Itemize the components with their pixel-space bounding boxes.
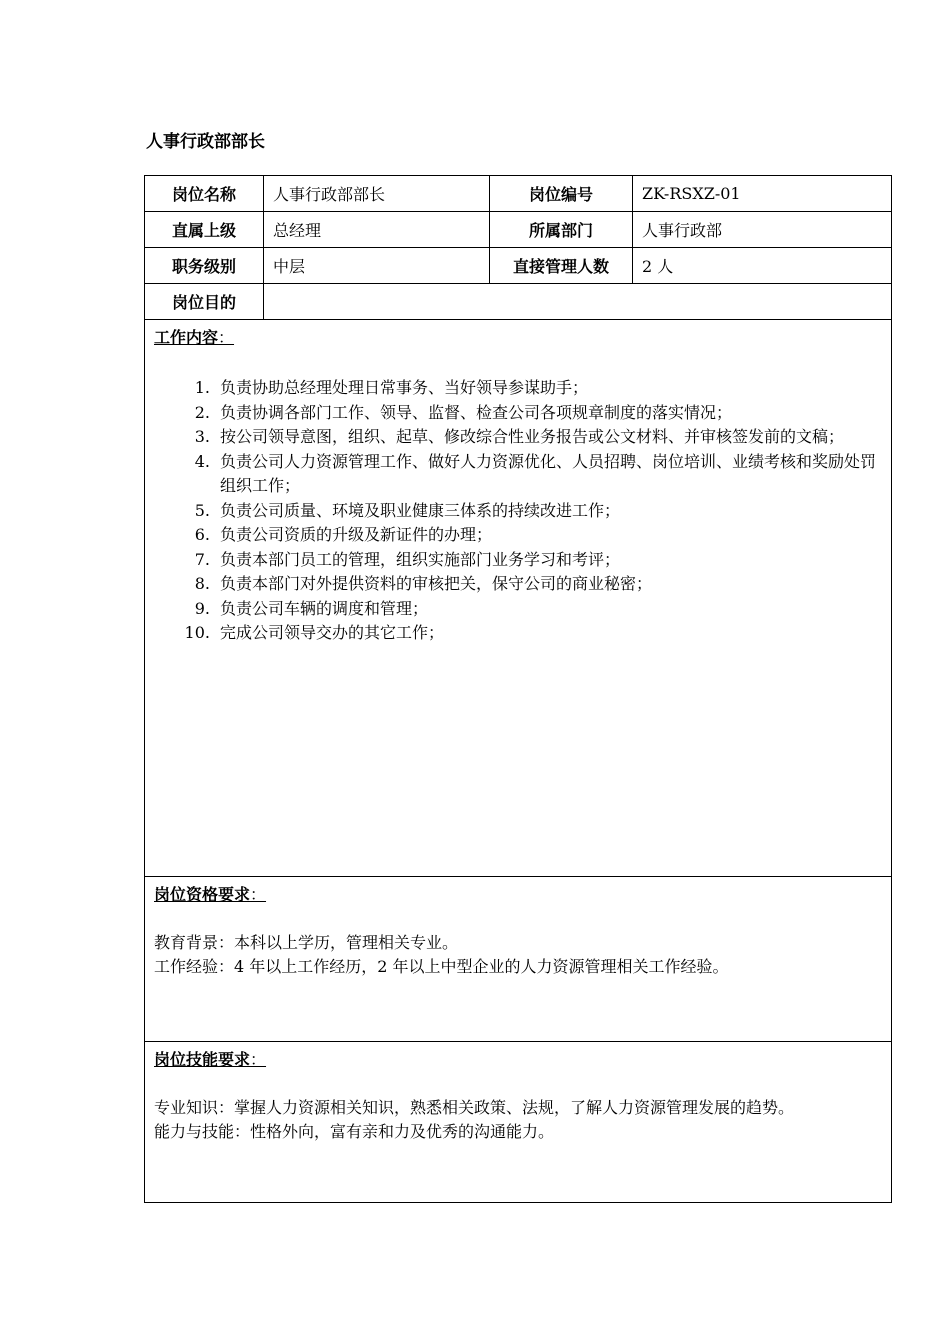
item-number: 8. (194, 574, 210, 593)
list-item (154, 499, 882, 524)
qualifications-title: 岗位资格要求 (154, 885, 251, 904)
experience-text: 工作经验：4 年以上工作经历，2 年以上中型企业的人力资源管理相关工作经验。 (154, 957, 729, 976)
item-text: 负责公司资质的升级及新证件的办理； (220, 525, 493, 544)
list-item (154, 621, 882, 646)
purpose-value (264, 284, 892, 320)
item-number: 4. (194, 451, 210, 471)
work-content-heading (154, 326, 882, 350)
position-name-label: 岗位名称 (145, 176, 264, 212)
work-content-colon: ： (218, 328, 235, 347)
skills-title: 岗位技能要求 (154, 1050, 251, 1069)
knowledge-text: 专业知识：掌握人力资源相关知识，熟悉相关政策、法规，了解人力资源管理发展的趋势。 (154, 1098, 795, 1117)
skills-colon: ： (250, 1050, 267, 1069)
item-number: 5. (194, 500, 210, 520)
item-number: 6. (194, 525, 210, 544)
job-description-table (144, 175, 892, 1203)
ability-text: 能力与技能：性格外向，富有亲和力及优秀的沟通能力。 (154, 1122, 555, 1141)
work-content-title: 工作内容 (154, 328, 219, 347)
item-text: 负责协助总经理处理日常事务、当好领导参谋助手； (220, 378, 589, 397)
duties-list (154, 376, 882, 646)
direct-reports-value: 2 人 (633, 248, 892, 284)
qualifications-cell (145, 877, 892, 1042)
education-text: 教育背景：本科以上学历，管理相关专业。 (154, 933, 459, 952)
item-text: 负责公司人力资源管理工作、做好人力资源优化、人员招聘、岗位培训、业绩考核和奖励处罚组织工作； (220, 451, 877, 495)
qualifications-heading (154, 883, 882, 907)
item-number: 7. (194, 549, 210, 569)
item-number: 1. (194, 378, 210, 397)
qualifications-colon: ： (250, 885, 267, 904)
list-item (154, 523, 882, 548)
position-code-label: 岗位编号 (490, 176, 633, 212)
table-row (145, 176, 892, 212)
skills-cell (145, 1042, 892, 1203)
skills-heading (154, 1048, 882, 1072)
item-text: 负责本部门对外提供资料的审核把关，保守公司的商业秘密； (220, 574, 653, 593)
job-level-value: 中层 (264, 248, 490, 284)
item-number: 2. (194, 402, 210, 422)
superior-value: 总经理 (264, 212, 490, 248)
list-item (154, 548, 882, 573)
qualifications-row (145, 877, 892, 1042)
list-item (154, 425, 882, 450)
list-item (154, 597, 882, 622)
item-text: 负责公司质量、环境及职业健康三体系的持续改进工作； (220, 500, 621, 520)
direct-reports-label: 直接管理人数 (490, 248, 633, 284)
item-number: 3. (194, 427, 210, 446)
list-item (154, 450, 882, 499)
position-name-value: 人事行政部部长 (264, 176, 490, 212)
job-level-label: 职务级别 (145, 248, 264, 284)
item-text: 负责公司车辆的调度和管理； (220, 598, 429, 618)
purpose-label: 岗位目的 (145, 284, 264, 320)
list-item (154, 572, 882, 597)
table-row (145, 212, 892, 248)
item-number: 10. (184, 623, 210, 642)
table-row (145, 248, 892, 284)
superior-label: 直属上级 (145, 212, 264, 248)
item-text: 完成公司领导交办的其它工作； (220, 623, 445, 642)
department-value: 人事行政部 (633, 212, 892, 248)
list-item (154, 376, 882, 401)
item-text: 负责协调各部门工作、领导、监督、检查公司各项规章制度的落实情况； (220, 402, 733, 422)
position-code-value: ZK-RSXZ-01 (633, 176, 892, 212)
work-content-row (145, 320, 892, 877)
skills-row (145, 1042, 892, 1203)
document-title: 人事行政部部长 (146, 132, 265, 152)
item-text: 按公司领导意图，组织、起草、修改综合性业务报告或公文材料、并审核签发前的文稿； (220, 427, 845, 446)
item-number: 9. (194, 598, 210, 618)
item-text: 负责本部门员工的管理，组织实施部门业务学习和考评； (220, 549, 621, 569)
table-row (145, 284, 892, 320)
list-item (154, 401, 882, 426)
department-label: 所属部门 (490, 212, 633, 248)
work-content-cell (145, 320, 892, 877)
